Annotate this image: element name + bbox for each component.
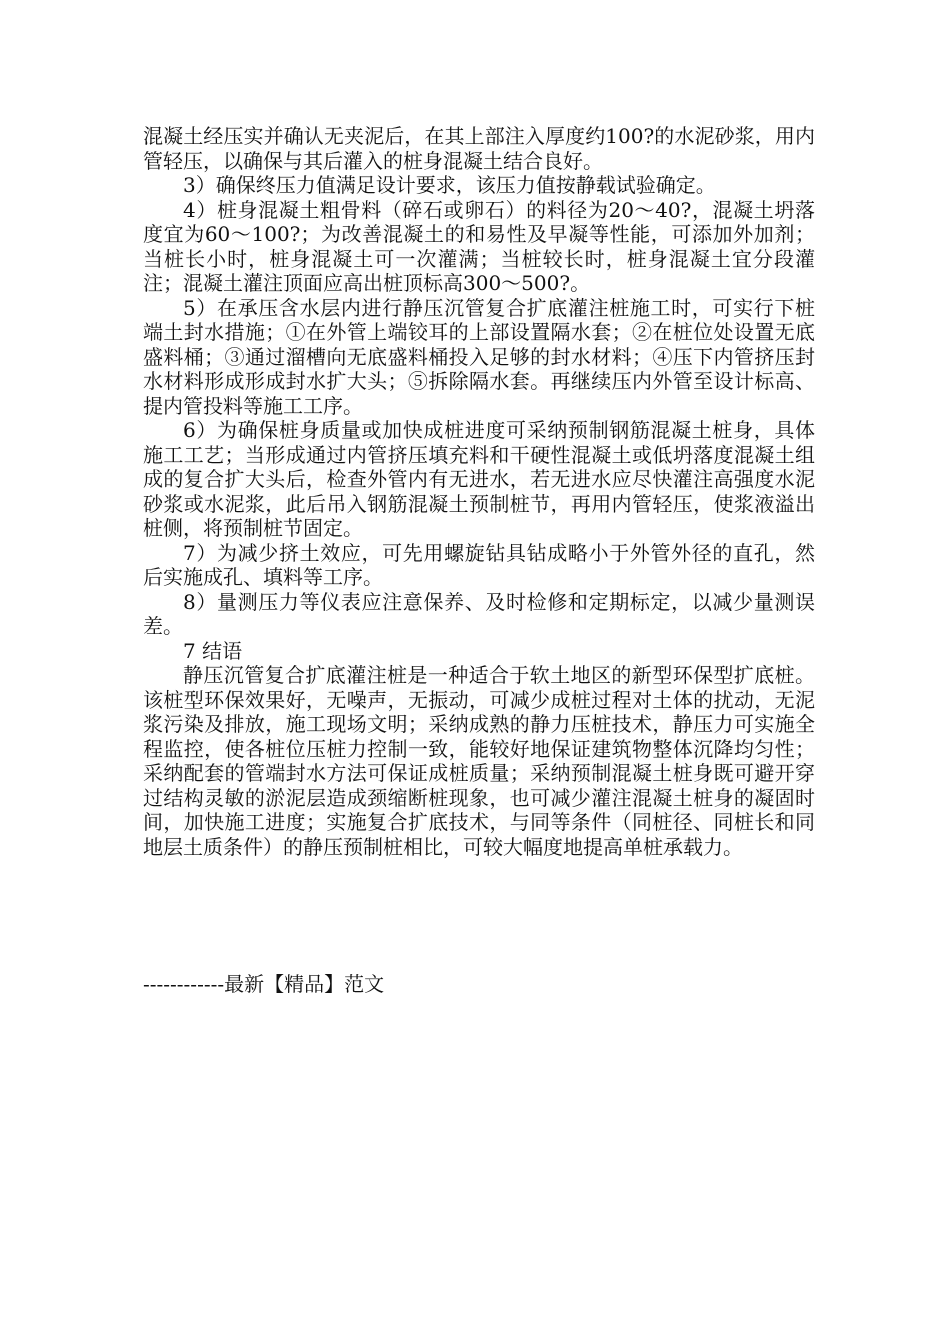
- paragraph-conclusion: 静压沉管复合扩底灌注桩是一种适合于软土地区的新型环保型扩底桩。该桩型环保效果好，无噪声，无振动，可减少成桩过程对土体的扰动，无泥浆污染及排放，施工现场文明；采纳成熟的静力压桩技术，静压力可实施全程监控，使各桩位压桩力控制一致，能较好地保证建筑物整体沉降均匀性；采纳配套的管端封水方法可保证成桩质量；采纳预制混凝土桩身既可避开穿过结构灵敏的淤泥层造成颈缩断桩现象，也可减少灌注混凝土桩身的凝固时间，加快施工进度；实施复合扩底技术，与同等条件（同桩径、同桩长和同地层土质条件）的静压预制桩相比，可较大幅度地提高单桩承载力。: [143, 663, 815, 859]
- paragraph-item-6: 6）为确保桩身质量或加快成桩进度可采纳预制钢筋混凝土桩身，具体施工工艺；当形成通过内管挤压填充料和干硬性混凝土或低坍落度混凝土组成的复合扩大头后，检查外管内有无进水，若无进水应尽快灌注高强度水泥砂浆或水泥浆，此后吊入钢筋混凝土预制桩节，再用内管轻压，使浆液溢出桩侧，将预制桩节固定。: [143, 418, 815, 540]
- footer-tag: ------------最新【精品】范文: [143, 972, 385, 996]
- section-heading-conclusion: 7 结语: [183, 638, 243, 663]
- paragraph-item-5: 5）在承压含水层内进行静压沉管复合扩底灌注桩施工时，可实行下桩端土封水措施；①在外管上端铰耳的上部设置隔水套；②在桩位处设置无底盛料桶；③通过溜槽向无底盛料桶投入足够的封水材料；④压下内管挤压封水材料形成形成封水扩大头；⑤拆除隔水套。再继续压内外管至设计标高、提内管投料等施工工序。: [143, 295, 815, 418]
- paragraph-item-7: 7）为减少挤土效应，可先用螺旋钻具钻成略小于外管外径的直孔，然后实施成孔、填料等工序。: [143, 540, 815, 589]
- paragraph-item-3: 3）确保终压力值满足设计要求，该压力值按静载试验确定。: [183, 173, 716, 197]
- paragraph-item-4: 4）桩身混凝土粗骨料（碎石或卵石）的料径为20～40?，混凝土坍落度宜为60～100?；为改善混凝土的和易性及早凝等性能，可添加外加剂；当桩长小时，桩身混凝土可一次灌满；当桩较长时，桩身混凝土宜分段灌注；混凝土灌注顶面应高出桩顶标高300～500?。: [143, 197, 815, 295]
- body-text: [143, 124, 815, 859]
- paragraph-item-8: 8）量测压力等仪表应注意保养、及时检修和定期标定，以减少量测误差。: [143, 589, 815, 638]
- paragraph-continuation: 混凝土经压实并确认无夹泥后，在其上部注入厚度约100?的水泥砂浆，用内管轻压，以确保与其后灌入的桩身混凝土结合良好。: [143, 124, 815, 173]
